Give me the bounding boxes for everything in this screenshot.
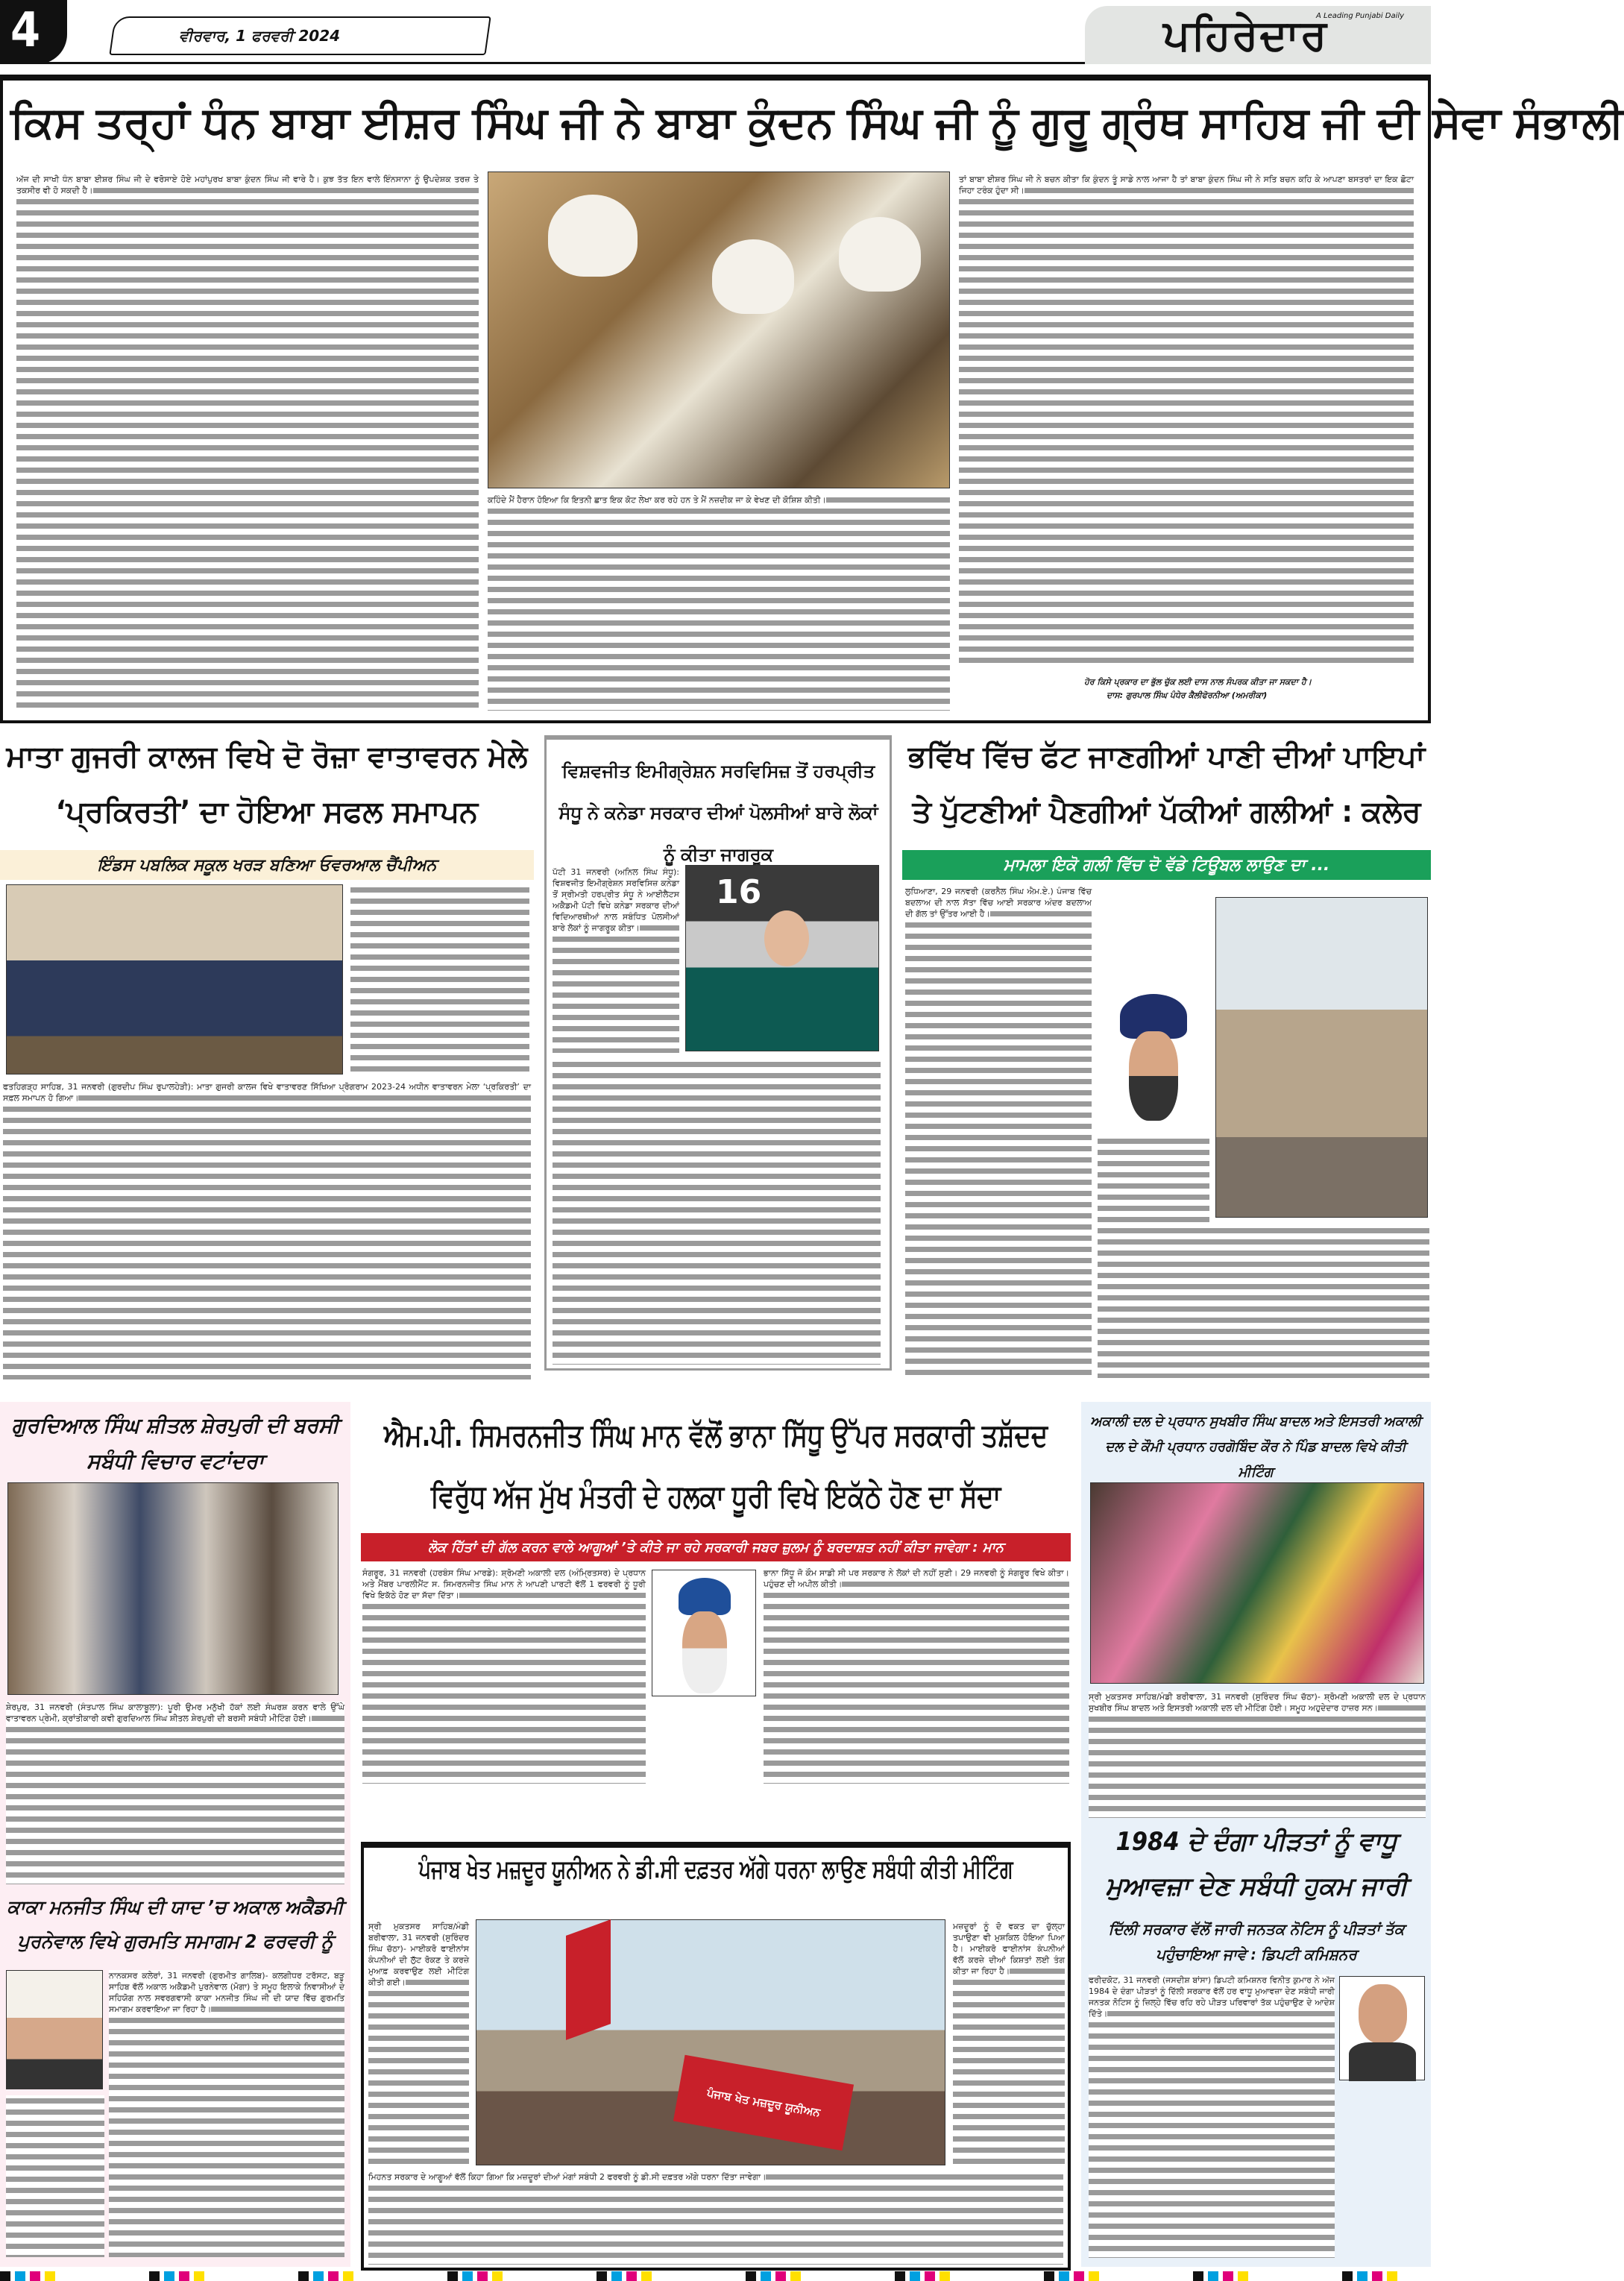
union-body-bottom: ਮਿਹਨਤ ਸਰਕਾਰ ਦੇ ਆਗੂਆਂ ਵੱਲੋਂ ਕਿਹਾ ਗਿਆ ਕਿ ਮਜ਼ਦੂਰਾਂ ਦੀਆਂ ਮੰਗਾਂ ਸਬੰਧੀ 2 ਫਰਵਰੀ ਨੂੰ ਡੀ.ਸੀ ਦਫ਼ਤਰ ਅੱਗੇ ਧਰਨਾ ਦਿੱਤਾ ਜਾਵੇਗਾ।	[368, 2171, 1063, 2265]
person-face	[1359, 1984, 1407, 2044]
mann-subhead: ਲੋਕ ਹਿੱਤਾਂ ਦੀ ਗੱਲ ਕਰਨ ਵਾਲੇ ਆਗੂਆਂ ’ਤੇ ਕੀਤੇ ਜਾ ਰਹੇ ਸਰਕਾਰੀ ਜਬਰ ਜ਼ੁਲਮ ਨੂੰ ਬਰਦਾਸ਼ਤ ਨਹੀਂ ਕੀਤਾ ਜਾਵੇਗਾ : ਮਾਨ	[361, 1533, 1071, 1561]
immigration-body-top: ਪੱਟੀ 31 ਜਨਵਰੀ (ਅਨਿਲ ਸਿੰਘ ਸੰਧੂ): ਵਿਸ਼ਵਜੀਤ ਇਮੀਗ੍ਰੇਸ਼ਨ ਸਰਵਿਸਿਜ਼ ਕਨੇਡਾ ਤੋਂ ਸ੍ਰੀਮਤੀ ਹਰਪ੍ਰੀਤ ਸੰਧੂ ਨੇ ਆਈਲੈਟਸ ਅਕੈਡਮੀ ਪੱਟੀ ਵਿਖੇ ਕਨੇਡਾ ਸਰਕਾਰ ਦੀਆਂ ਵਿਦਿਆਰਥੀਆਂ ਨਾਲ ਸਬੰਧਿਤ ਪੋਲਸੀਆਂ ਬਾਰੇ ਲੋਕਾਂ ਨੂੰ ਜਾਗਰੂਕ ਕੀਤਾ।	[553, 866, 679, 1053]
newspaper-logo: ਪਹਿਰੇਦਾਰ	[1163, 11, 1329, 60]
lead-headline: ਕਿਸ ਤਰ੍ਹਾਂ ਧੰਨ ਬਾਬਾ ਈਸ਼ਰ ਸਿੰਘ ਜੀ ਨੇ ਬਾਬਾ ਕੁੰਦਨ ਸਿੰਘ ਜੀ ਨੂੰ ਗੁਰੂ ਗ੍ਰੰਥ ਸਾਹਿਬ ਜੀ ਦੀ ਸੇਵਾ ਸੰਭਾਲੀ	[10, 97, 1624, 148]
academy-headline: ਕਾਕਾ ਮਨਜੀਤ ਸਿੰਘ ਦੀ ਯਾਦ ’ਚ ਅਕਾਲ ਅਕੈਡਮੀ ਪੁਰਨੇਵਾਲ ਵਿਖੇ ਗੁਰਮਤਿ ਸਮਾਗਮ 2 ਫਰਵਰੀ ਨੂੰ	[7, 1896, 344, 1952]
akali-headline: ਅਕਾਲੀ ਦਲ ਦੇ ਪ੍ਰਧਾਨ ਸੁਖਬੀਰ ਸਿੰਘ ਬਾਦਲ ਅਤੇ ਇਸਤਰੀ ਅਕਾਲੀ ਦਲ ਦੇ ਕੌਮੀ ਪ੍ਰਧਾਨ ਹਰਗੋਬਿੰਦ ਕੌਰ ਨੇ ਪਿੰਡ ਬਾਦਲ ਵਿਖੇ ਕੀਤੀ ਮੀਟਿੰਗ	[1090, 1414, 1421, 1480]
college-subhead: ਇੰਡਸ ਪਬਲਿਕ ਸਕੂਲ ਖਰੜ ਬਣਿਆ ਓਵਰਆਲ ਚੈਂਪੀਅਨ	[0, 850, 534, 880]
turban-figure	[548, 195, 638, 277]
immigration-headline: ਵਿਸ਼ਵਜੀਤ ਇਮੀਗ੍ਰੇਸ਼ਨ ਸਰਵਿਸਿਜ਼ ਤੋਂ ਹਰਪ੍ਰੀਤ ਸੰਧੂ ਨੇ ਕਨੇਡਾ ਸਰਕਾਰ ਦੀਆਂ ਪੋਲਸੀਆਂ ਬਾਰੇ ਲੋਕਾਂ ਨੂੰ ਕੀਤਾ ਜਾਗਰੂਕ	[558, 761, 878, 865]
person-face	[764, 910, 809, 966]
red-flag	[566, 1919, 611, 2040]
academy-body-bottom	[6, 2095, 104, 2257]
article-college	[0, 729, 534, 1393]
immigration-photo	[685, 865, 879, 1051]
right-column	[1081, 1402, 1431, 2267]
kaler-portrait	[1098, 987, 1209, 1128]
page-number: 4	[10, 3, 41, 58]
pipes-body-right	[1098, 1136, 1209, 1225]
mann-portrait	[652, 1570, 756, 1696]
pipes-headline: ਭਵਿੱਖ ਵਿੱਚ ਫੱਟ ਜਾਣਗੀਆਂ ਪਾਣੀ ਦੀਆਂ ਪਾਇਪਾਂ ਤੇ ਪੁੱਟਣੀਆਂ ਪੈਣਗੀਆਂ ਪੱਕੀਆਂ ਗਲੀਆਂ : ਕਲੇਰ	[907, 740, 1426, 829]
lead-body-left: ਅੱਜ ਦੀ ਸਾਖੀ ਧੰਨ ਬਾਬਾ ਈਸ਼ਰ ਸਿੰਘ ਜੀ ਦੇ ਵਰੋਸਾਏ ਹੋਏ ਮਹਾਂਪੁਰਖ ਬਾਬਾ ਕੁੰਦਨ ਸਿੰਘ ਜੀ ਵਾਰੇ ਹੈ। ਕੁਝ ਤੱਤ ਇਨ ਵਾਲੇ ਇੰਨਸਾਨਾ ਨੂੰ ਉਪਦੇਸ਼ਕ ਤਰਜ਼ ਤੇ ਤਕਸੀਰ ਵੀ ਹੋ ਸਕਦੀ ਹੈ।	[16, 174, 479, 711]
mann-body-left: ਸੰਗਰੂਰ, 31 ਜਨਵਰੀ (ਹਰਬੰਸ ਸਿੰਘ ਮਾਰਡੇ): ਸ਼੍ਰੋਮਣੀ ਅਕਾਲੀ ਦਲ (ਅੰਮ੍ਰਿਤਸਰ) ਦੇ ਪ੍ਰਧਾਨ ਅਤੇ ਮੈਂਬਰ ਪਾਰਲੀਮੈਂਟ ਸ. ਸਿਮਰਨਜੀਤ ਸਿੰਘ ਮਾਨ ਨੇ ਆਪਣੀ ਪਾਰਟੀ ਵੱਲੋਂ 1 ਫਰਵਰੀ ਨੂੰ ਧੂਰੀ ਵਿਖੇ ਇਕੱਠੇ ਹੋਣ ਦਾ ਸੱਦਾ ਦਿੱਤਾ।	[362, 1567, 646, 1784]
riot-compensation-body: ਫਰੀਦਕੋਟ, 31 ਜਨਵਰੀ (ਜਸਦੀਸ਼ ਬਾਂਸਾ) ਡਿਪਟੀ ਕਮਿਸ਼ਨਰ ਵਿਨੀਤ ਕੁਮਾਰ ਨੇ ਅੱਜ 1984 ਦੇ ਦੰਗਾ ਪੀੜਤਾਂ ਨੂੰ ਦਿੱਲੀ ਸਰਕਾਰ ਵੱਲੋਂ ਹਰ ਵਾਧੂ ਮੁਆਵਜ਼ਾ ਦੇਣ ਸਬੰਧੀ ਜਾਰੀ ਜਨਤਕ ਨੋਟਿਸ ਨੂੰ ਜ਼ਿਲ੍ਹੇ ਵਿੱਚ ਰਹਿ ਰਹੇ ਪੀੜਤ ਪਰਿਵਾਰਾਂ ਤੱਕ ਪਹੁੰਚਾਉਣ ਦੇ ਆਦੇਸ਼ ਦਿੱਤੇ।	[1089, 1975, 1335, 2258]
pipes-subhead: ਮਾਮਲਾ ਇਕੋ ਗਲੀ ਵਿੱਚ ਦੋ ਵੱਡੇ ਟਿਊਬਲ ਲਾਉਣ ਦਾ ...	[902, 850, 1431, 880]
deputy-commissioner-portrait	[1339, 1976, 1425, 2080]
lead-article	[0, 75, 1624, 723]
article-immigration	[544, 735, 892, 1371]
mann-headline: ਐਮ.ਪੀ. ਸਿਮਰਨਜੀਤ ਸਿੰਘ ਮਾਨ ਵੱਲੋਂ ਭਾਨਾ ਸਿੱਧੂ ਉੱਪਰ ਸਰਕਾਰੀ ਤਸ਼ੱਦਦ ਵਿਰੁੱਧ ਅੱਜ ਮੁੱਖ ਮੰਤਰੀ ਦੇ ਹਲਕਾ ਧੂਰੀ ਵਿਖੇ ਇਕੱਠੇ ਹੋਣ ਦਾ ਸੱਦਾ	[383, 1417, 1048, 1514]
pipes-body-bottom	[1098, 1225, 1429, 1378]
immigration-body	[553, 1059, 881, 1365]
union-protest-photo	[476, 1919, 945, 2165]
issue-date: ਵੀਰਵਾਰ, 1 ਫਰਵਰੀ 2024	[179, 27, 341, 45]
barsi-headline: ਗੁਰਦਿਆਲ ਸਿੰਘ ਸ਼ੀਤਲ ਸ਼ੇਰਪੁਰੀ ਦੀ ਬਰਸੀ ਸਬੰਧੀ ਵਿਚਾਰ ਵਟਾਂਦਰਾ	[11, 1413, 339, 1473]
college-group-photo	[6, 884, 343, 1075]
lead-credit: ਹੋਰ ਕਿਸੇ ਪ੍ਰਕਾਰ ਦਾ ਭੁੱਲ ਚੁੱਕ ਲਈ ਦਾਸ ਨਾਲ ਸੰਪਰਕ ਕੀਤਾ ਜਾ ਸਕਦਾ ਹੈ।	[1084, 677, 1312, 687]
college-headline: ਮਾਤਾ ਗੁਜਰੀ ਕਾਲਜ ਵਿਖੇ ਦੋ ਰੋਜ਼ਾ ਵਾਤਾਵਰਨ ਮੇਲੇ ‘ਪ੍ਰਕਿਰਤੀ’ ਦਾ ਹੋਇਆ ਸਫਲ ਸਮਾਪਨ	[6, 740, 528, 829]
akali-body: ਸ੍ਰੀ ਮੁਕਤਸਰ ਸਾਹਿਬ/ਮੰਡੀ ਬਰੀਵਾਲਾ, 31 ਜਨਵਰੀ (ਸੁਰਿੰਦਰ ਸਿੰਘ ਚੱਠਾ)- ਸ਼੍ਰੋਮਣੀ ਅਕਾਲੀ ਦਲ ਦੇ ਪ੍ਰਧਾਨ ਸੁਖਬੀਰ ਸਿੰਘ ਬਾਦਲ ਅਤੇ ਇਸਤਰੀ ਅਕਾਲੀ ਦਲ ਦੀ ਮੀਟਿੰਗ ਹੋਈ। ਸਮੂਹ ਅਹੁਦੇਦਾਰ ਹਾਜ਼ਰ ਸਨ।	[1089, 1691, 1426, 1818]
union-banner-text: ਪੰਜਾਬ ਖੇਤ ਮਜ਼ਦੂਰ ਯੂਨੀਅਨ	[705, 2086, 822, 2120]
person-body	[1349, 2042, 1416, 2081]
lead-body-right: ਤਾਂ ਬਾਬਾ ਈਸ਼ਰ ਸਿੰਘ ਜੀ ਨੇ ਬਚਨ ਕੀਤਾ ਕਿ ਕੁੰਦਨ ਤੂੰ ਸਾਡੇ ਨਾਲ ਆਜਾ ਹੈ ਤਾਂ ਬਾਬਾ ਕੁੰਦਨ ਸਿੰਘ ਜੀ ਨੇ ਸਤਿ ਬਚਨ ਕਹਿ ਕੇ ਆਪਣਾ ਬਸਤਰਾਂ ਦਾ ਇਕ ਛੋਟਾ ਜਿਹਾ ਟਰੰਕ ਹੁੰਦਾ ਸੀ।	[959, 174, 1414, 666]
college-body: ਫਤਹਿਗੜ੍ਹ ਸਾਹਿਬ, 31 ਜਨਵਰੀ (ਗੁਰਦੀਪ ਸਿੰਘ ਰੁਪਾਲਹੇੜੀ): ਮਾਤਾ ਗੁਜਰੀ ਕਾਲਜ ਵਿਖੇ ਵਾਤਾਵਰਣ ਸਿੱਖਿਆ ਪ੍ਰੋਗਰਾਮ 2023-24 ਅਧੀਨ ਵਾਤਾਵਰਨ ਮੇਲਾ ‘ਪ੍ਰਕਿਰਤੀ’ ਦਾ ਸਫ਼ਲ ਸਮਾਪਨ ਹੋ ਗਿਆ।	[3, 1081, 531, 1379]
akali-meeting-photo	[1090, 1482, 1424, 1684]
color-registration-strip	[0, 2271, 1431, 2281]
academy-body: ਨਾਨਕਸਰ ਕਲੇਰਾਂ, 31 ਜਨਵਰੀ (ਗੁਰਮੀਤ ਗਾਲਿਬ)- ਕਲਗੀਧਰ ਟਰੱਸਟ, ਬੜੂ ਸਾਹਿਬ ਵੱਲੋਂ ਅਕਾਲ ਅਕੈਡਮੀ ਪੁਰਨੇਵਾਲ (ਮੋਗਾ) ਤੇ ਸਮੂਹ ਇਲਾਕੇ ਨਿਵਾਸੀਆਂ ਦੇ ਸਹਿਯੋਗ ਨਾਲ ਸਵਰਗਵਾਸੀ ਕਾਕਾ ਮਨਜੀਤ ਸਿੰਘ ਜੀ ਦੀ ਯਾਦ ਵਿੱਚ ਗੁਰਮਤਿ ਸਮਾਗਮ ਕਰਵਾਇਆ ਜਾ ਰਿਹਾ ਹੈ।	[109, 1970, 344, 2257]
union-banner	[673, 2055, 854, 2151]
street-photo	[1215, 897, 1428, 1218]
barsi-body: ਸ਼ੇਰਪੁਰ, 31 ਜਨਵਰੀ (ਸੰਤਪਾਲ ਸਿੰਘ ਕਾਲਾਬੂਲਾ): ਪੂਰੀ ਉਮਰ ਮਨੁੱਖੀ ਹੱਕਾਂ ਲਈ ਸੰਘਰਸ਼ ਕਰਨ ਵਾਲੇ ਉੱਘੇ ਵਾਤਾਵਰਨ ਪ੍ਰੇਮੀ, ਕ੍ਰਾਂਤੀਕਾਰੀ ਕਵੀ ਗੁਰਦਿਆਲ ਸਿੰਘ ਸ਼ੀਤਲ ਸ਼ੇਰਪੁਰੀ ਦੀ ਬਰਸੀ ਸਬੰਧੀ ਮੀਟਿੰਗ ਹੋਈ।	[6, 1702, 344, 1884]
turban-figure	[839, 217, 921, 292]
article-union	[361, 1842, 1071, 2271]
union-body-right: ਮਜ਼ਦੂਰਾਂ ਨੂੰ ਦੋ ਵਕਤ ਦਾ ਚੁੱਲ੍ਹਾ ਤਪਾਉਣਾ ਵੀ ਮੁਸ਼ਕਿਲ ਹੋਇਆ ਪਿਆ ਹੈ। ਮਾਈਕਰੋ ਫਾਈਨਾਂਸ ਕੰਪਨੀਆਂ ਵੱਲੋਂ ਕਰਜ਼ੇ ਦੀਆਂ ਕਿਸ਼ਤਾਂ ਲਈ ਤੰਗ ਕੀਤਾ ਜਾ ਰਿਹਾ ਹੈ।	[953, 1921, 1065, 2167]
turban-figure	[679, 1578, 731, 1615]
union-body-left: ਸ੍ਰੀ ਮੁਕਤਸਰ ਸਾਹਿਬ/ਮੰਡੀ ਬਰੀਵਾਲਾ, 31 ਜਨਵਰੀ (ਸੁਰਿੰਦਰ ਸਿੰਘ ਚੱਠਾ)- ਮਾਈਕਰੋ ਫਾਈਨਾਂਸ ਕੰਪਨੀਆਂ ਦੀ ਲੁੱਟ ਰੋਕਣ ਤੇ ਕਰਜ਼ੇ ਮੁਆਫ਼ ਕਰਵਾਉਣ ਲਈ ਮੀਟਿੰਗ ਕੀਤੀ ਗਈ।	[368, 1921, 469, 2167]
pipes-body: ਲੁਧਿਆਣਾ, 29 ਜਨਵਰੀ (ਕਰਨੈਲ ਸਿੰਘ ਐਮ.ਏ.) ਪੰਜਾਬ ਵਿੱਚ ਬਦਲਾਅ ਦੀ ਨਾਲ ਸੱਤਾ ਵਿੱਚ ਆਈ ਸਰਕਾਰ ਅੰਦਰ ਬਦਲਾਅ ਦੀ ਗੱਲ ਤਾਂ ਉੱਤਰ ਆਈ ਹੈ।	[905, 886, 1092, 1378]
left-column	[0, 1402, 350, 2267]
union-headline: ਪੰਜਾਬ ਖੇਤ ਮਜ਼ਦੂਰ ਯੂਨੀਅਨ ਨੇ ਡੀ.ਸੀ ਦਫ਼ਤਰ ਅੱਗੇ ਧਰਨਾ ਲਾਉਣ ਸਬੰਧੀ ਕੀਤੀ ਮੀਟਿੰਗ	[418, 1854, 1013, 1884]
logo-tagline: A Leading Punjabi Daily	[1316, 12, 1405, 20]
barsi-group-photo	[7, 1482, 339, 1695]
college-body-right	[350, 884, 529, 1075]
turban-figure	[712, 239, 794, 314]
person-face	[682, 1611, 727, 1693]
mann-body-right: ਭਾਨਾ ਸਿੱਧੂ ਜੋ ਕੌਮ ਸਾਡੀ ਸੀ ਪਰ ਸਰਕਾਰ ਨੇ ਲੋਕਾਂ ਦੀ ਨਹੀਂ ਸੁਣੀ। 29 ਜਨਵਰੀ ਨੂੰ ਸੰਗਰੂਰ ਵਿਖੇ ਕੀਤਾ। ਪਹੁੰਚਣ ਦੀ ਅਪੀਲ ਕੀਤੀ।	[764, 1567, 1069, 1784]
lead-body-mid: ਕਹਿੰਦੇ ਮੈਂ ਹੈਰਾਨ ਹੋਇਆ ਕਿ ਇਤਨੀ ਛਾਤ ਇਕ ਕੋਟ ਲੇਖਾ ਕਰ ਰਹੇ ਹਨ ਤੇ ਮੈਂ ਨਜ਼ਦੀਕ ਜਾ ਕੇ ਵੇਖਣ ਦੀ ਕੋਸ਼ਿਸ਼ ਕੀਤੀ।	[488, 494, 950, 711]
riot-compensation-headline: 1984 ਦੇ ਦੰਗਾ ਪੀੜਤਾਂ ਨੂੰ ਵਾਧੂ ਮੁਆਵਜ਼ਾ ਦੇਣ ਸਬੰਧੀ ਹੁਕਮ ਜਾਰੀ	[1105, 1827, 1408, 1901]
person-face	[1129, 1031, 1178, 1121]
masthead	[0, 0, 1431, 64]
article-pipes	[902, 729, 1431, 1393]
lead-author: ਦਾਸ: ਗੁਰਪਾਲ ਸਿੰਘ ਪੰਧੇਰ ਕੈਲੀਫੋਰਨੀਆ (ਅਮਰੀਕਾ)	[1107, 690, 1268, 700]
manjit-singh-portrait	[6, 1970, 103, 2089]
lead-photo-sant	[488, 172, 950, 488]
sign-number: 16	[716, 873, 762, 911]
article-mann	[361, 1402, 1071, 1790]
riot-compensation-subhead: ਦਿੱਲੀ ਸਰਕਾਰ ਵੱਲੋਂ ਜਾਰੀ ਜਨਤਕ ਨੋਟਿਸ ਨੂੰ ਪੀੜਤਾਂ ਤੱਕ ਪਹੁੰਚਾਇਆ ਜਾਵੇ : ਡਿਪਟੀ ਕਮਿਸ਼ਨਰ	[1108, 1920, 1405, 1963]
